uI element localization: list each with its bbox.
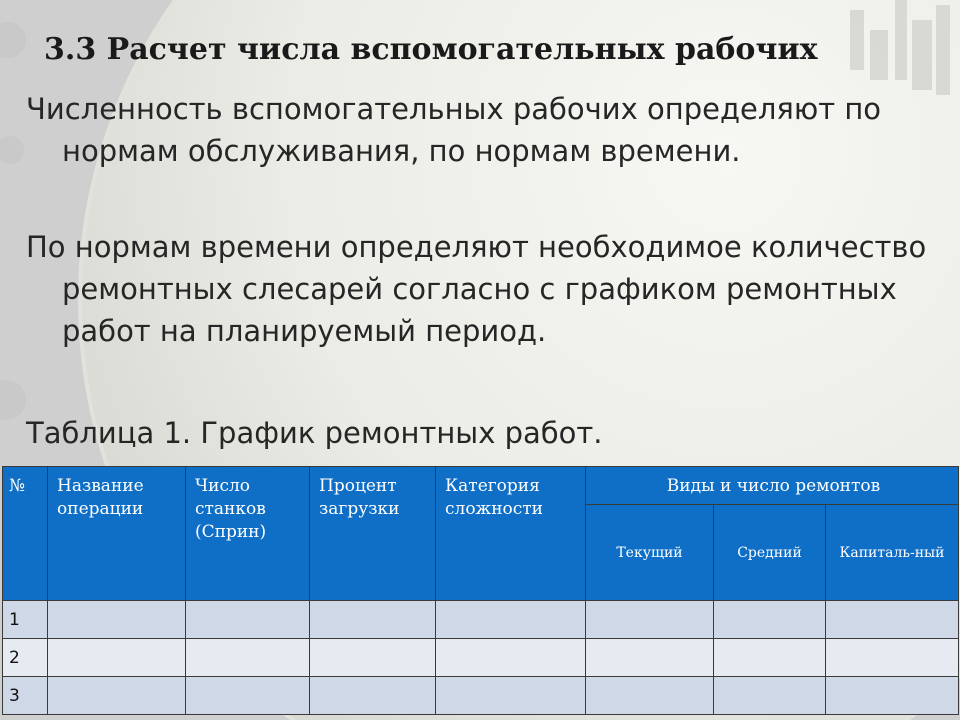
table-cell [714,601,826,639]
paragraph-1: Численность вспомогательных рабочих определяют по нормам обслуживания, по нормам времени. [26,92,882,168]
slide-title: 3.3 Расчет числа вспомогательных рабочих [44,32,818,67]
table-cell [586,677,714,715]
table-cell [436,639,586,677]
table-cell [586,601,714,639]
table-cell [48,639,186,677]
table-cell [826,639,959,677]
table-cell [310,639,436,677]
row-number: 2 [3,639,48,677]
table-cell [826,601,959,639]
table-cell [714,639,826,677]
paragraph-2: По нормам времени определяют необходимое количество ремонтных слесарей согласно с графиком ремонтных работ на планируемый период. [26,230,927,348]
row-number: 1 [3,601,48,639]
table-row [3,639,959,677]
table-cell [826,677,959,715]
table-cell [48,677,186,715]
table-cell [586,639,714,677]
table-cell [186,601,310,639]
table-cell [48,601,186,639]
header-capital: Капиталь-ный [826,505,959,601]
header-repairs: Виды и число ремонтов [586,467,959,505]
table-cell [186,639,310,677]
table-cell [310,601,436,639]
table-cell [436,601,586,639]
header-current: Текущий [586,505,714,601]
table-cell [436,677,586,715]
table-caption: Таблица 1. График ремонтных работ. [26,416,603,450]
table-cell [310,677,436,715]
table-row [3,601,959,639]
header-operation: Название операции [48,467,186,601]
header-medium: Средний [714,505,826,601]
header-number: № [3,467,48,601]
header-load: Процент загрузки [310,467,436,601]
repair-schedule-table [2,466,959,715]
header-machines: Число станков (Сприн) [186,467,310,601]
table-cell [714,677,826,715]
row-number: 3 [3,677,48,715]
header-category: Категория сложности [436,467,586,601]
table-cell [186,677,310,715]
table-row [3,677,959,715]
